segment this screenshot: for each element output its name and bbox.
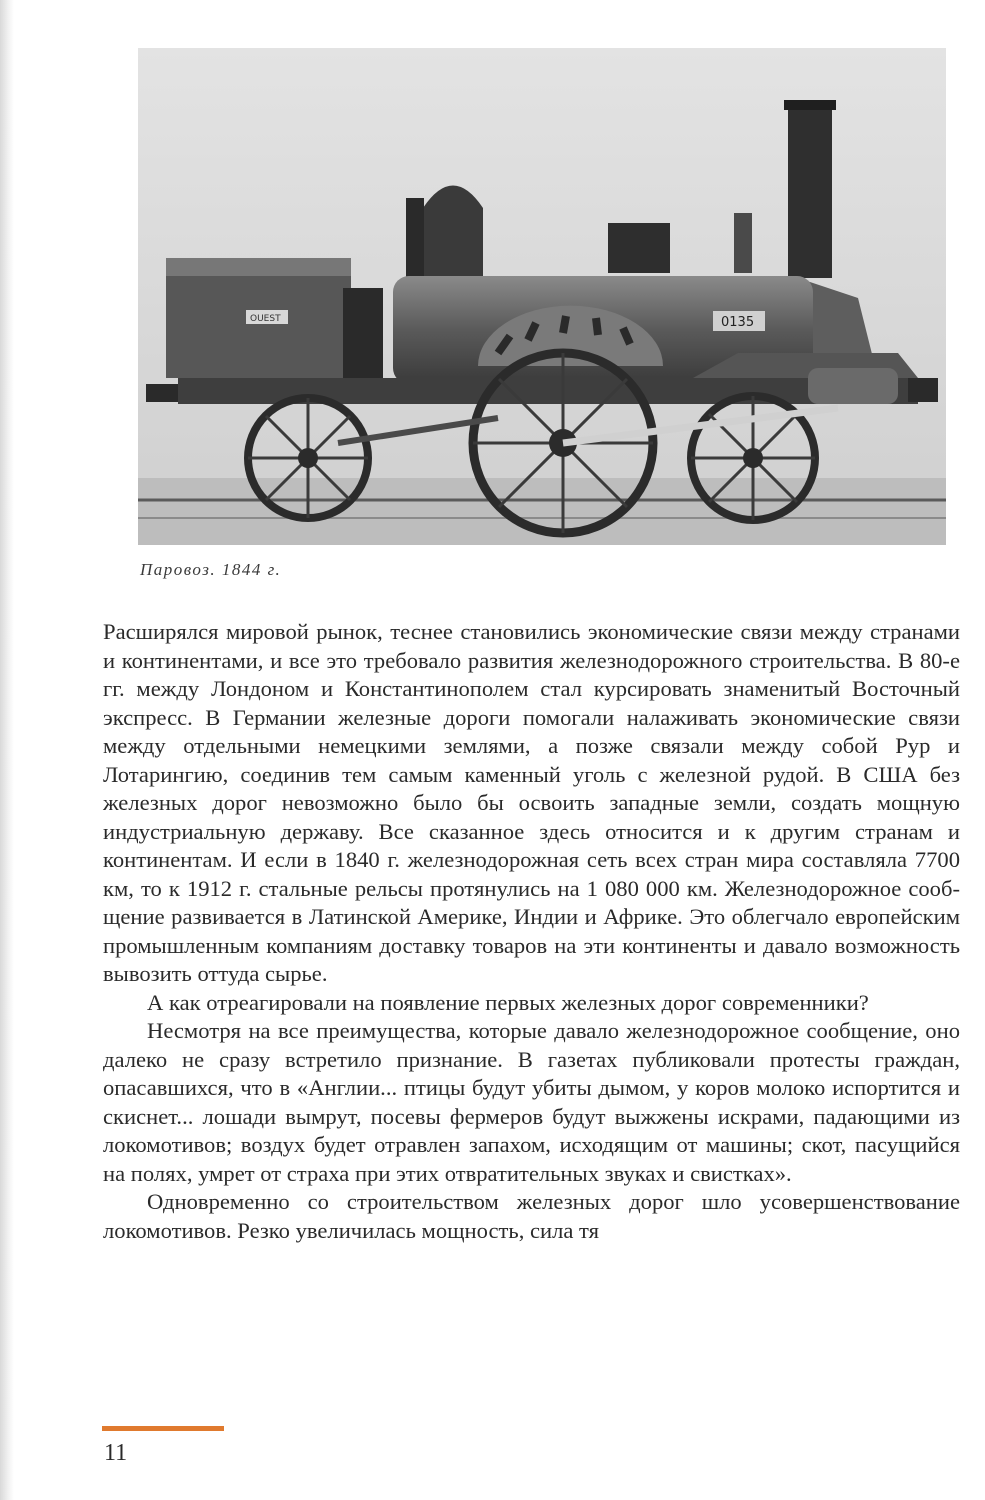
paragraph: Расширялся мировой рынок, теснее становились экономические связи между странами и континентами, и все это требовало развития железнодорожного строительства. В 80-е гг. между Лондоном и Константинополем стал курсировать знаменитый Восточный экспресс. В Германии железные дороги помогали налаживать экономические связи между отдельными немецкими землями, а позже связали между собой Рур и Лотарингию, соединив тем самым каменный уголь с железной рудой. В США без железных дорог невозможно было бы освоить западные земли, создать мощную индустриальную державу. Все сказанное здесь относится и к другим странам и континентам. И если в 1840 г. железнодорожная сеть всех стран мира составляла 7700 км, то к 1912 г. стальные рельсы протянулись на 1 080 000 км. Железнодорожное сообщение развивается в Латинской Америке, Индии и Африке. Это облегчало европейским промышленным компаниям доставку товаров на эти континенты и давало возможность вывозить оттуда сырье. [103,619,960,986]
tender-plate-text: OUEST [250,314,281,324]
number-plate-text: 0135 [721,315,755,330]
page-fold-shadow [0,0,14,1500]
body-text [103,618,960,1245]
locomotive-photo [138,48,946,545]
photo-caption: Паровоз. 1844 г. [140,560,282,579]
page-number: 11 [104,1440,128,1466]
paragraph: Одновременно со строительством железных дорог шло усовершенствование локомотивов. Резко увеличилась мощность, сила тя [103,1189,960,1243]
paragraph: А как отреагировали на появление первых железных дорог современники? [147,989,869,1015]
paragraph: Несмотря на все преимущества, которые давало железнодорожное сообщение, оно далеко не сразу встретило признание. В газетах публиковали протесты граждан, опасавшихся, что в «Англии... птицы будут убиты дымом, у коров молоко испортится и скиснет... лошади вымрут, посевы фермеров будут выжжены искрами, падающими из локомотивов; воздух будет отравлен запахом, исходящим от машины; скот, пасущийся на полях, умрет от страха при этих отвратительных звуках и свистках». [103,1018,960,1186]
accent-bar [102,1426,224,1431]
